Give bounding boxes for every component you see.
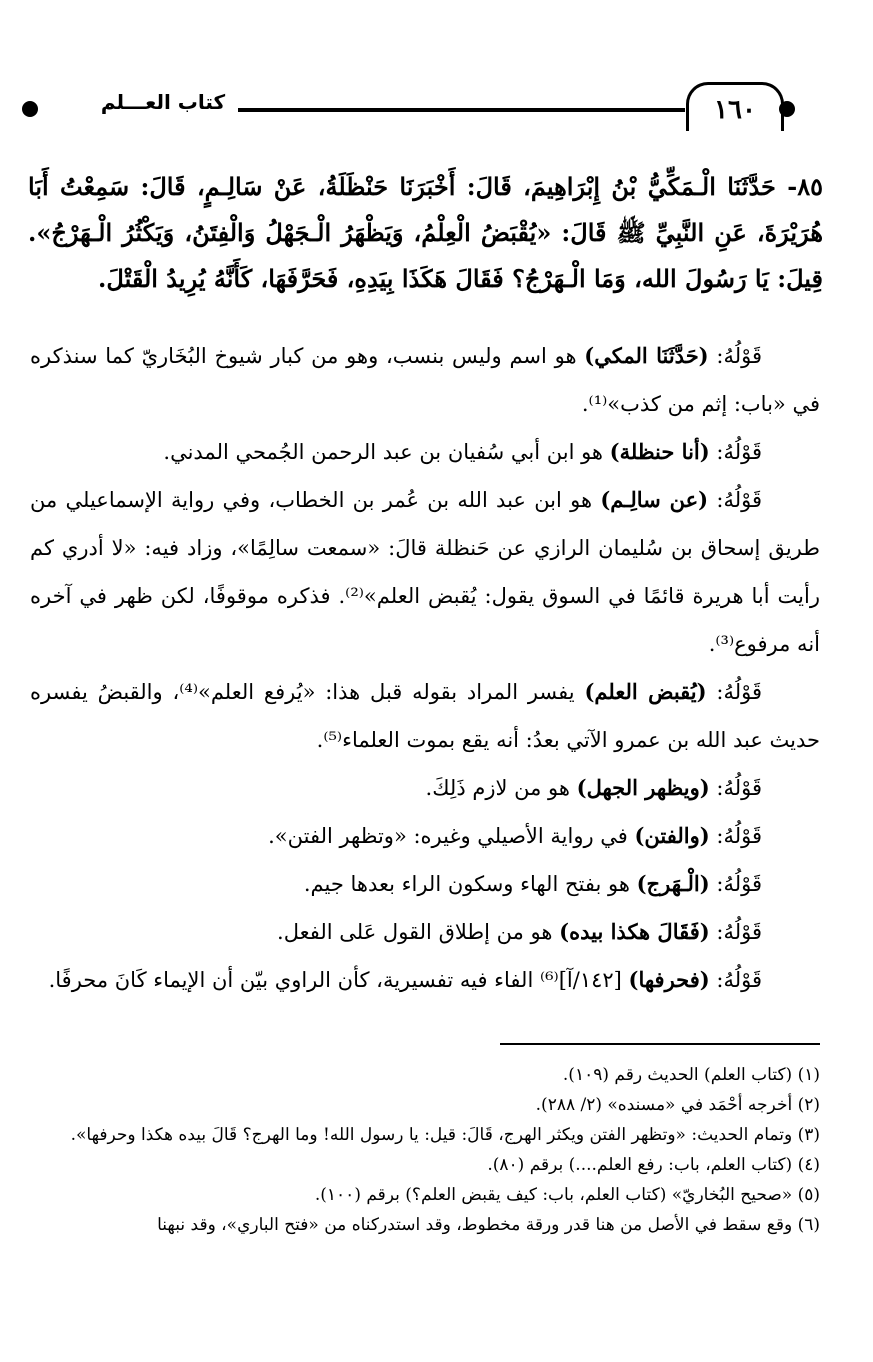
commentary-lead: قَوْلُهُ: xyxy=(709,440,762,464)
footnote: (٥) «صحيح البُخاريّ» (كتاب العلم، باب: كيف يقبض العلم؟) برقم (١٠٠). xyxy=(314,1185,820,1205)
commentary-body: هو ابن عبد الله بن عُمر بن الخطاب، وفي رواية الإسماعيلي من طريق إسحاق بن سُليمان الرازي عن حَنظلة قالَ: «سمعت سالِمًا»، وزاد فيه: «لا أدري كم رأيت أبا هريرة قائمًا في السوق يقول: يُقبض العلم»⁽²⁾. فذكره موقوفًا، لكن ظهر في آخره أنه مرفوع⁽³⁾. xyxy=(30,488,820,656)
commentary-lead: قَوْلُهُ: xyxy=(709,872,762,896)
commentary-body: هو من لازم ذَلِكَ. xyxy=(425,776,577,800)
commentary-lead: قَوْلُهُ: xyxy=(709,824,762,848)
commentary-term: (عن سالِـم) xyxy=(600,487,709,512)
commentary-paragraph xyxy=(30,428,820,476)
commentary-paragraph xyxy=(30,812,820,860)
book-title: كتاب العـــلم xyxy=(100,90,226,114)
commentary-term: (أنا حنظلة) xyxy=(609,439,710,464)
commentary xyxy=(30,332,820,1004)
commentary-lead: قَوْلُهُ: xyxy=(706,680,763,704)
commentary-paragraph xyxy=(30,956,820,1004)
commentary-paragraph xyxy=(30,908,820,956)
commentary-body: هو اسم وليس بنسب، وهو من كبار شيوخ البُخَاريّ كما سنذكره في «باب: إثم من كذب»⁽¹⁾. xyxy=(30,344,820,416)
commentary-term: (والفتن) xyxy=(634,823,710,848)
commentary-paragraph xyxy=(30,668,820,764)
commentary-paragraph xyxy=(30,860,820,908)
header-left-dot xyxy=(22,101,38,117)
commentary-lead: قَوْلُهُ: xyxy=(709,968,762,992)
commentary-lead: قَوْلُهُ: xyxy=(709,776,762,800)
header-right-dot xyxy=(779,101,795,117)
commentary-body: يفسر المراد بقوله قبل هذا: «يُرفع العلم»⁽⁴⁾، والقبضُ يفسره حديث عبد الله بن عمرو الآتي بعدُ: أنه يقع بموت العلماء⁽⁵⁾. xyxy=(30,680,820,752)
page-number: ١٦٠ xyxy=(686,82,784,131)
header-rule xyxy=(238,108,685,112)
footnote: (٣) وتمام الحديث: «وتظهر الفتن ويكثر الهرج، قَالَ: قيل: يا رسول الله! وما الهرج؟ قَالَ بيده هكذا وحرفها». xyxy=(70,1125,820,1145)
commentary-term: (الْـهَرج) xyxy=(636,871,710,896)
commentary-paragraph xyxy=(30,764,820,812)
footnotes xyxy=(30,1060,820,1240)
commentary-term: (فحرفها) xyxy=(628,967,710,992)
footnote: (٢) أخرجه أحْمَد في «مسنده» (٢/ ٢٨٨). xyxy=(535,1095,820,1115)
hadith-text: ٨٥- حَدَّثَنَا الْـمَكِّيُّ بْنُ إِبْرَاهِيمَ، قَالَ: أَخْبَرَنَا حَنْظَلَةُ، عَنْ سَالِـمٍ، قَالَ: سَمِعْتُ أَبَا هُرَيْرَةَ، عَنِ النَّبِيِّ ﷺ قَالَ: «يُقْبَضُ الْعِلْمُ، وَيَظْهَرُ الْـجَهْلُ وَالْفِتَنُ، وَيَكْثُرُ الْـهَرْجُ». قِيلَ: يَا رَسُولَ الله، وَمَا الْـهَرْجُ؟ فَقَالَ هَكَذَا بِيَدِهِ، فَحَرَّفَهَا، كَأَنَّهُ يُرِيدُ الْقَتْلَ. xyxy=(28,172,823,293)
commentary-paragraph xyxy=(30,332,820,428)
commentary-body: هو ابن أبي سُفيان بن عبد الرحمن الجُمحي المدني. xyxy=(163,440,610,464)
commentary-term: (ويظهر الجهل) xyxy=(576,775,710,800)
footnote-separator xyxy=(500,1043,820,1045)
commentary-paragraph xyxy=(30,476,820,668)
commentary-lead: قَوْلُهُ: xyxy=(709,920,762,944)
commentary-term: (فَقَالَ هكذا بيده) xyxy=(559,919,710,944)
commentary-term: (يُقبض العلم) xyxy=(584,679,707,704)
commentary-body: هو بفتح الهاء وسكون الراء بعدها جيم. xyxy=(303,872,637,896)
footnote: (٦) وقع سقط في الأصل من هنا قدر ورقة مخطوط، وقد استدركناه من «فتح الباري»، وقد نبهنا xyxy=(157,1215,820,1235)
commentary-lead: قَوْلُهُ: xyxy=(708,344,762,368)
footnote: (٤) (كتاب العلم، باب: رفع العلم....) برقم (٨٠). xyxy=(487,1155,820,1175)
commentary-lead: قَوْلُهُ: xyxy=(708,488,763,512)
commentary-body: هو من إطلاق القول عَلى الفعل. xyxy=(277,920,560,944)
page-header xyxy=(0,72,873,142)
commentary-body: في رواية الأصيلي وغيره: «وتظهر الفتن». xyxy=(268,824,635,848)
commentary-term: (حَدَّثَنَا المكي) xyxy=(584,343,709,368)
footnote: (١) (كتاب العلم) الحديث رقم (١٠٩). xyxy=(562,1065,820,1085)
commentary-body: [١٤٢/آ]⁽⁶⁾ الفاء فيه تفسيرية، كأن الراوي بيّن أن الإيماء كَانَ محرفًا. xyxy=(48,968,629,992)
